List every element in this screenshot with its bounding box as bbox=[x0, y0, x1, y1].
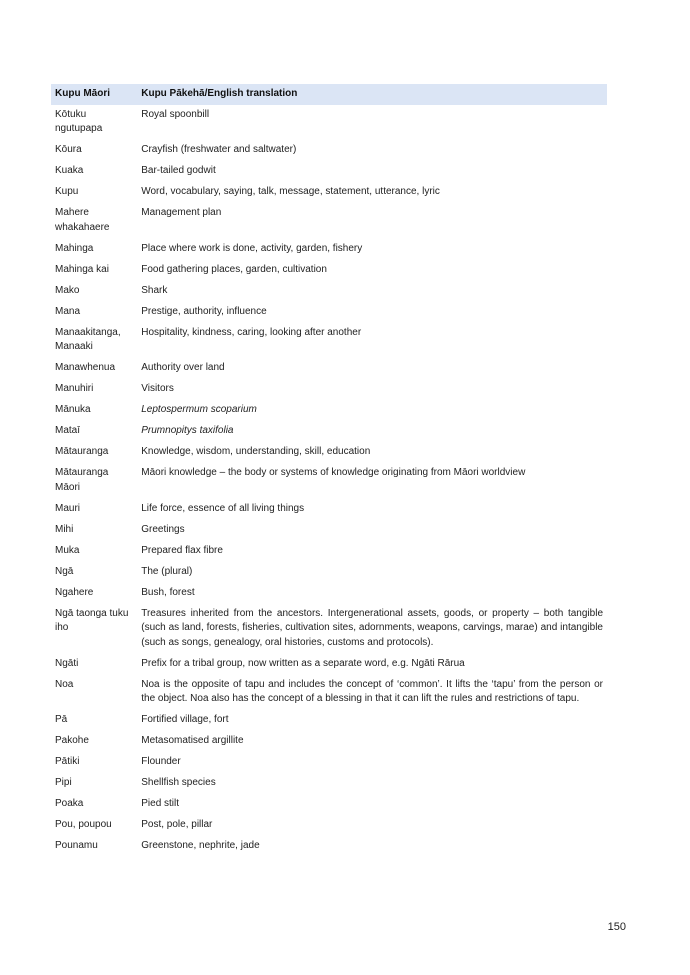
english-translation: Authority over land bbox=[141, 362, 225, 373]
english-translation: Visitors bbox=[141, 383, 174, 394]
maori-term: Kupu bbox=[55, 186, 79, 197]
maori-term: Ngā taonga tuku iho bbox=[55, 607, 129, 633]
table-row bbox=[51, 836, 607, 857]
table-row bbox=[51, 358, 607, 379]
maori-term: Kōtuku ngutupapa bbox=[55, 108, 103, 134]
maori-term: Mātauranga bbox=[55, 446, 109, 457]
table-row bbox=[51, 442, 607, 463]
maori-term: Mātauranga Māori bbox=[55, 467, 109, 493]
maori-term: Kuaka bbox=[55, 165, 84, 176]
english-translation: Word, vocabulary, saying, talk, message, statement, utterance, lyric bbox=[141, 186, 440, 197]
table-row bbox=[51, 562, 607, 583]
maori-term: Mihi bbox=[55, 523, 74, 535]
english-translation: Prepared flax fibre bbox=[141, 544, 223, 556]
english-translation: Management plan bbox=[141, 207, 222, 218]
maori-term: Mauri bbox=[55, 502, 81, 514]
english-translation: Pied stilt bbox=[141, 798, 180, 809]
table-row bbox=[51, 463, 607, 499]
maori-term: Mānuka bbox=[55, 404, 91, 415]
english-translation: Bush, forest bbox=[141, 586, 195, 598]
english-translation: Food gathering places, garden, cultivation bbox=[141, 263, 327, 275]
english-translation: Knowledge, wisdom, understanding, skill, education bbox=[141, 446, 371, 457]
table-row bbox=[51, 323, 607, 359]
maori-term: Mahinga bbox=[55, 242, 94, 254]
maori-term: Mako bbox=[55, 284, 80, 296]
english-translation: Fortified village, fort bbox=[141, 714, 229, 725]
maori-term: Pounamu bbox=[55, 840, 98, 851]
maori-term: Mataī bbox=[55, 425, 81, 436]
table-row bbox=[51, 520, 607, 541]
maori-term: Kōura bbox=[55, 144, 82, 155]
english-translation: Hospitality, kindness, caring, looking after another bbox=[141, 326, 362, 338]
table-row bbox=[51, 710, 607, 731]
maori-term: Ngā bbox=[55, 565, 74, 577]
table-row bbox=[51, 400, 607, 421]
table-row bbox=[51, 499, 607, 520]
english-translation: Greetings bbox=[141, 523, 185, 535]
table-row bbox=[51, 182, 607, 203]
english-translation: Prestige, authority, influence bbox=[141, 305, 267, 317]
table-row bbox=[51, 654, 607, 675]
table-row bbox=[51, 302, 607, 323]
maori-term: Manaakitanga, Manaaki bbox=[55, 326, 121, 352]
english-translation: Shellfish species bbox=[141, 777, 216, 788]
maori-term: Manuhiri bbox=[55, 383, 94, 394]
maori-term: Pipi bbox=[55, 777, 72, 788]
english-translation: Bar-tailed godwit bbox=[141, 165, 216, 176]
maori-term: Mahere whakahaere bbox=[55, 207, 110, 233]
table-row bbox=[51, 675, 607, 711]
maori-term: Manawhenua bbox=[55, 362, 116, 373]
table-row bbox=[51, 281, 607, 302]
english-translation: Post, pole, pillar bbox=[141, 819, 213, 830]
table-row bbox=[51, 105, 607, 141]
maori-term: Ngahere bbox=[55, 586, 94, 598]
english-translation: Māori knowledge – the body or systems of knowledge originating from Māori worldview bbox=[141, 467, 526, 478]
table-row bbox=[51, 203, 607, 239]
glossary-header bbox=[51, 84, 607, 105]
english-translation: Greenstone, nephrite, jade bbox=[141, 840, 260, 851]
table-row bbox=[51, 731, 607, 752]
maori-term: Ngāti bbox=[55, 657, 79, 669]
table-row bbox=[51, 583, 607, 604]
english-translation: Noa is the opposite of tapu and includes the concept of ‘common’. It lifts the ‘tapu’ from the person or the object. Noa also has the concept of a blessing in that it can lift the rules and restrictions of tapu. bbox=[141, 678, 603, 704]
maori-term: Pou, poupou bbox=[55, 819, 112, 830]
table-row bbox=[51, 239, 607, 260]
english-translation: Prefix for a tribal group, now written as a separate word, e.g. Ngāti Rārua bbox=[141, 657, 465, 669]
english-translation: The (plural) bbox=[141, 565, 193, 577]
table-row bbox=[51, 604, 607, 654]
english-translation: Treasures inherited from the ancestors. Intergenerational assets, goods, or property – both tangible (such as land, forests, fisheries, cultivation sites, adornments, weapons, carvings, marae) and intangible (such as songs, genealogy, oral histories, customs and protocols). bbox=[141, 607, 603, 648]
header-maori: Kupu Māori bbox=[51, 84, 137, 105]
glossary-body bbox=[51, 105, 607, 858]
maori-term: Mahinga kai bbox=[55, 263, 109, 275]
page-number: 150 bbox=[607, 921, 626, 933]
table-row bbox=[51, 140, 607, 161]
maori-term: Noa bbox=[55, 678, 74, 690]
maori-term: Poaka bbox=[55, 798, 84, 809]
english-translation: Place where work is done, activity, garden, fishery bbox=[141, 242, 363, 254]
maori-term: Pā bbox=[55, 714, 68, 725]
table-row bbox=[51, 815, 607, 836]
glossary-table bbox=[51, 84, 607, 857]
table-row bbox=[51, 421, 607, 442]
header-english: Kupu Pākehā/English translation bbox=[137, 84, 607, 105]
maori-term: Muka bbox=[55, 544, 80, 556]
english-translation: Royal spoonbill bbox=[141, 108, 210, 120]
english-translation: Prumnopitys taxifolia bbox=[141, 425, 234, 436]
table-row bbox=[51, 773, 607, 794]
table-row bbox=[51, 379, 607, 400]
table-row bbox=[51, 161, 607, 182]
english-translation: Flounder bbox=[141, 756, 181, 767]
english-translation: Shark bbox=[141, 284, 168, 296]
english-translation: Leptospermum scoparium bbox=[141, 404, 257, 415]
table-row bbox=[51, 260, 607, 281]
header-row bbox=[51, 84, 607, 105]
maori-term: Pakohe bbox=[55, 735, 89, 746]
english-translation: Crayfish (freshwater and saltwater) bbox=[141, 144, 297, 155]
table-row bbox=[51, 752, 607, 773]
table-row bbox=[51, 794, 607, 815]
table-row bbox=[51, 541, 607, 562]
english-translation: Metasomatised argillite bbox=[141, 735, 244, 746]
maori-term: Mana bbox=[55, 305, 81, 317]
english-translation: Life force, essence of all living things bbox=[141, 502, 305, 514]
maori-term: Pātiki bbox=[55, 756, 80, 767]
